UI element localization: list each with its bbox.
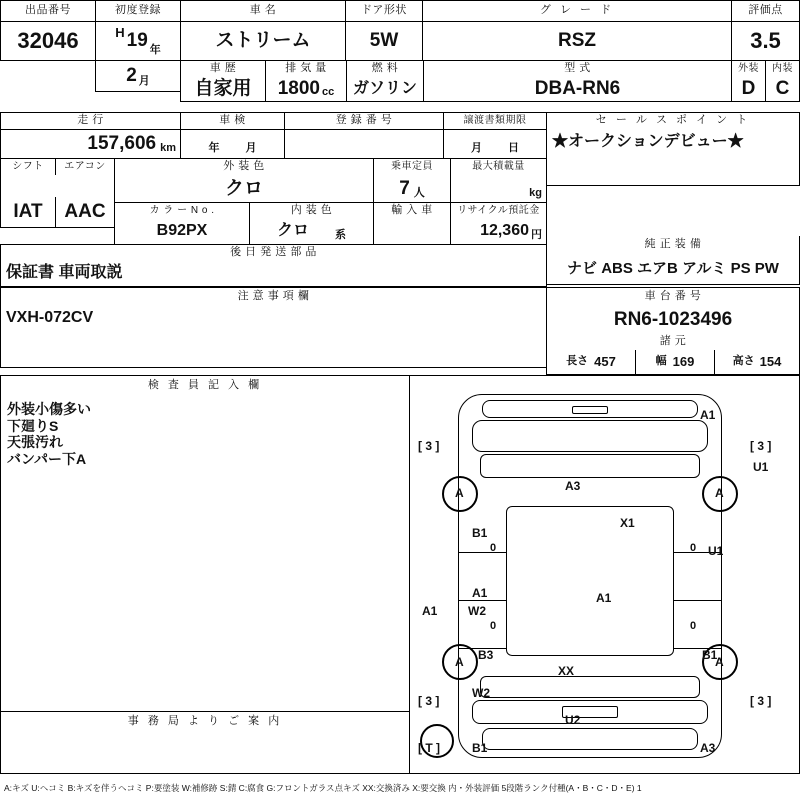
height-value: 154 (759, 354, 782, 370)
interior-grade-label: 内装 (765, 60, 800, 78)
damage-diagram (409, 375, 800, 774)
era-label: H (115, 25, 125, 40)
seats-value: 7 (399, 177, 410, 199)
interior-color-value: クロ (276, 222, 309, 240)
car-history-value: 自家用 (180, 77, 266, 102)
later-shipment-parts-value: 保証書 車両取説 (0, 261, 547, 287)
notes-value: VXH-072CV (0, 306, 547, 368)
damage-mark: A1 (472, 586, 488, 600)
damage-mark: W2 (472, 686, 490, 700)
first-registration-year (95, 21, 181, 61)
exterior-grade-label: 外装 (731, 60, 766, 78)
model-code-value: DBA-RN6 (423, 77, 732, 102)
inspector-note-line: バンパー下A (7, 451, 87, 468)
transfer-deadline-value (443, 129, 547, 159)
displacement-value: 1800 (277, 78, 321, 100)
shift-value: IAT (0, 196, 56, 228)
mileage-value: 157,606 (87, 133, 157, 155)
door-tick-right: 0 (690, 542, 697, 554)
mileage-value-cell (0, 129, 181, 159)
width-cell (635, 350, 715, 375)
model-code-label: 型 式 (423, 60, 732, 78)
car-name-value: ストリーム (180, 21, 346, 61)
exterior-color-label: 外 装 色 (114, 158, 374, 176)
exterior-color-value: クロ (114, 175, 374, 203)
damage-mark: A1 (700, 408, 716, 422)
fuel-label: 燃 料 (346, 60, 424, 78)
sales-point-extra (546, 156, 800, 186)
door-tick-left-2: 0 (490, 620, 497, 632)
damage-mark: B1 (472, 526, 488, 540)
transfer-day-unit: 日 (508, 142, 519, 155)
damage-mark: U2 (565, 713, 581, 727)
later-shipment-parts-label: 後 日 発 送 部 品 (0, 244, 547, 262)
displacement-unit: cc (322, 86, 335, 99)
damage-mark: XX (558, 664, 575, 678)
office-notice-label: 事 務 局 よ り ご 案 内 (0, 711, 410, 733)
lot-number-label: 出品番号 (0, 0, 96, 22)
damage-mark: [ 3 ] (418, 694, 440, 708)
recycle-deposit-unit: 円 (531, 229, 542, 242)
shaken-label: 車 検 (180, 112, 285, 130)
damage-mark: [ 3 ] (418, 439, 440, 453)
month-value: 2 (126, 65, 137, 87)
genuine-equipment-value: ナビ ABS エアB アルミ PS PW (546, 253, 800, 285)
max-load-unit: kg (529, 187, 542, 200)
score-label: 評価点 (731, 0, 800, 22)
recycle-deposit-value-cell (450, 219, 547, 245)
inspector-note-line: 外装小傷多い (7, 401, 91, 417)
legend-footnote: A:キズ U:ヘコミ B:キズを伴うヘコミ P:要塗装 W:補修跡 S:錆 C:腐食 G:フロントガラス点キズ XX:交換済み X:要交換 内・外装評価 5段階ランク付種(A・B・C・D・E) 1 (4, 783, 642, 793)
genuine-equipment-label: 純 正 装 備 (546, 236, 800, 254)
damage-mark: X1 (620, 516, 635, 530)
sales-point-value: ★オークションデビュー★ (546, 129, 800, 157)
import-label: 輸 入 車 (373, 202, 451, 220)
color-number-value: B92PX (114, 219, 250, 245)
length-label: 長さ (566, 355, 589, 368)
grade-value: RSZ (422, 21, 732, 61)
mileage-label: 走 行 (0, 112, 181, 130)
displacement-value-cell (265, 77, 347, 102)
chassis-number-value: RN6-1023496 (546, 306, 800, 334)
front-plate (572, 406, 608, 414)
import-value (373, 219, 451, 245)
year-value: 19 (126, 30, 148, 52)
notes-label: 注 意 事 項 欄 (0, 287, 547, 307)
seats-label: 乗車定員 (373, 158, 451, 176)
damage-mark: A1 (422, 604, 438, 618)
max-load-value-cell (450, 175, 547, 203)
damage-mark: A3 (700, 741, 716, 755)
height-cell (714, 350, 800, 375)
exterior-grade-value: D (731, 77, 766, 102)
right-door-divider-2 (674, 600, 722, 601)
inspector-note-line: 下廻りS (7, 417, 59, 434)
fuel-value: ガソリン (346, 77, 424, 102)
damage-mark: A (455, 486, 464, 500)
lot-number-value: 32046 (0, 21, 96, 61)
inspector-notes-body (0, 396, 410, 712)
damage-mark: U1 (708, 544, 724, 558)
width-label: 幅 (655, 355, 667, 368)
length-cell (546, 350, 636, 375)
seats-unit: 人 (413, 187, 425, 200)
transfer-month-unit: 月 (471, 142, 482, 155)
door-tick-left: 0 (490, 542, 497, 554)
damage-mark: [ 3 ] (750, 694, 772, 708)
damage-mark: B1 (702, 648, 718, 662)
displacement-label: 排 気 量 (265, 60, 347, 78)
seats-value-cell (373, 175, 451, 203)
damage-mark: W2 (468, 604, 486, 618)
office-notice-body (0, 732, 410, 774)
damage-mark: [ T ] (418, 741, 440, 755)
hood (472, 420, 708, 452)
transfer-deadline-label: 譲渡書類期限 (443, 112, 547, 130)
inspector-note-line: 天張汚れ (7, 434, 63, 451)
chassis-number-label: 車 台 番 号 (546, 287, 800, 307)
windshield (480, 454, 700, 478)
specs-label: 諸 元 (546, 333, 800, 351)
damage-mark: B3 (478, 648, 494, 662)
roof (506, 506, 674, 656)
door-shape-value: 5W (345, 21, 423, 61)
damage-mark: U1 (753, 460, 769, 474)
sales-point-label: セ ー ル ス ポ イ ン ト (546, 112, 800, 130)
shift-ac-spacer (0, 175, 115, 197)
shaken-year-unit: 年 (208, 142, 220, 155)
interior-color-value-cell (249, 219, 374, 245)
door-shape-label: ドア形状 (345, 0, 423, 22)
width-value: 169 (672, 354, 695, 370)
recycle-deposit-value: 12,360 (480, 222, 529, 240)
ac-label: エアコン (55, 158, 115, 176)
rear-window (480, 676, 700, 698)
damage-mark: A1 (596, 591, 612, 605)
recycle-deposit-label: リサイクル預託金 (450, 202, 547, 220)
first-registration-label: 初度登録 (95, 0, 181, 22)
ac-value: AAC (55, 196, 115, 228)
registration-number-label: 登 録 番 号 (284, 112, 444, 130)
score-value: 3.5 (731, 21, 800, 61)
first-registration-month (95, 60, 181, 92)
grade-label: グ レ ー ド (422, 0, 732, 22)
damage-mark: B1 (472, 741, 488, 755)
door-tick-right-2: 0 (690, 620, 697, 632)
length-value: 457 (594, 354, 616, 370)
max-load-label: 最大積載量 (450, 158, 547, 176)
year-unit: 年 (149, 44, 161, 57)
shaken-value-cell (180, 129, 285, 159)
damage-mark: A (455, 655, 464, 669)
car-history-label: 車 歴 (180, 60, 266, 78)
inspector-notes-label: 検 査 員 記 入 欄 (0, 375, 410, 397)
height-label: 高さ (732, 355, 755, 368)
interior-color-suffix: 系 (335, 229, 346, 242)
damage-mark: [ 3 ] (750, 439, 772, 453)
left-door-divider (458, 552, 506, 553)
shaken-month-unit: 月 (245, 142, 257, 155)
mileage-unit: km (160, 142, 176, 155)
left-door-divider-2 (458, 600, 506, 601)
interior-color-label: 内 装 色 (249, 202, 374, 220)
color-number-label: カ ラ ー N o . (114, 202, 250, 220)
shift-label: シフト (0, 158, 56, 176)
month-unit: 月 (138, 75, 150, 88)
damage-mark: A (715, 486, 724, 500)
interior-grade-value: C (765, 77, 800, 102)
damage-mark: A3 (565, 479, 581, 493)
registration-number-value (284, 129, 444, 159)
car-name-label: 車 名 (180, 0, 346, 22)
rear-bumper (482, 728, 698, 750)
damage-mark: A (715, 655, 724, 669)
